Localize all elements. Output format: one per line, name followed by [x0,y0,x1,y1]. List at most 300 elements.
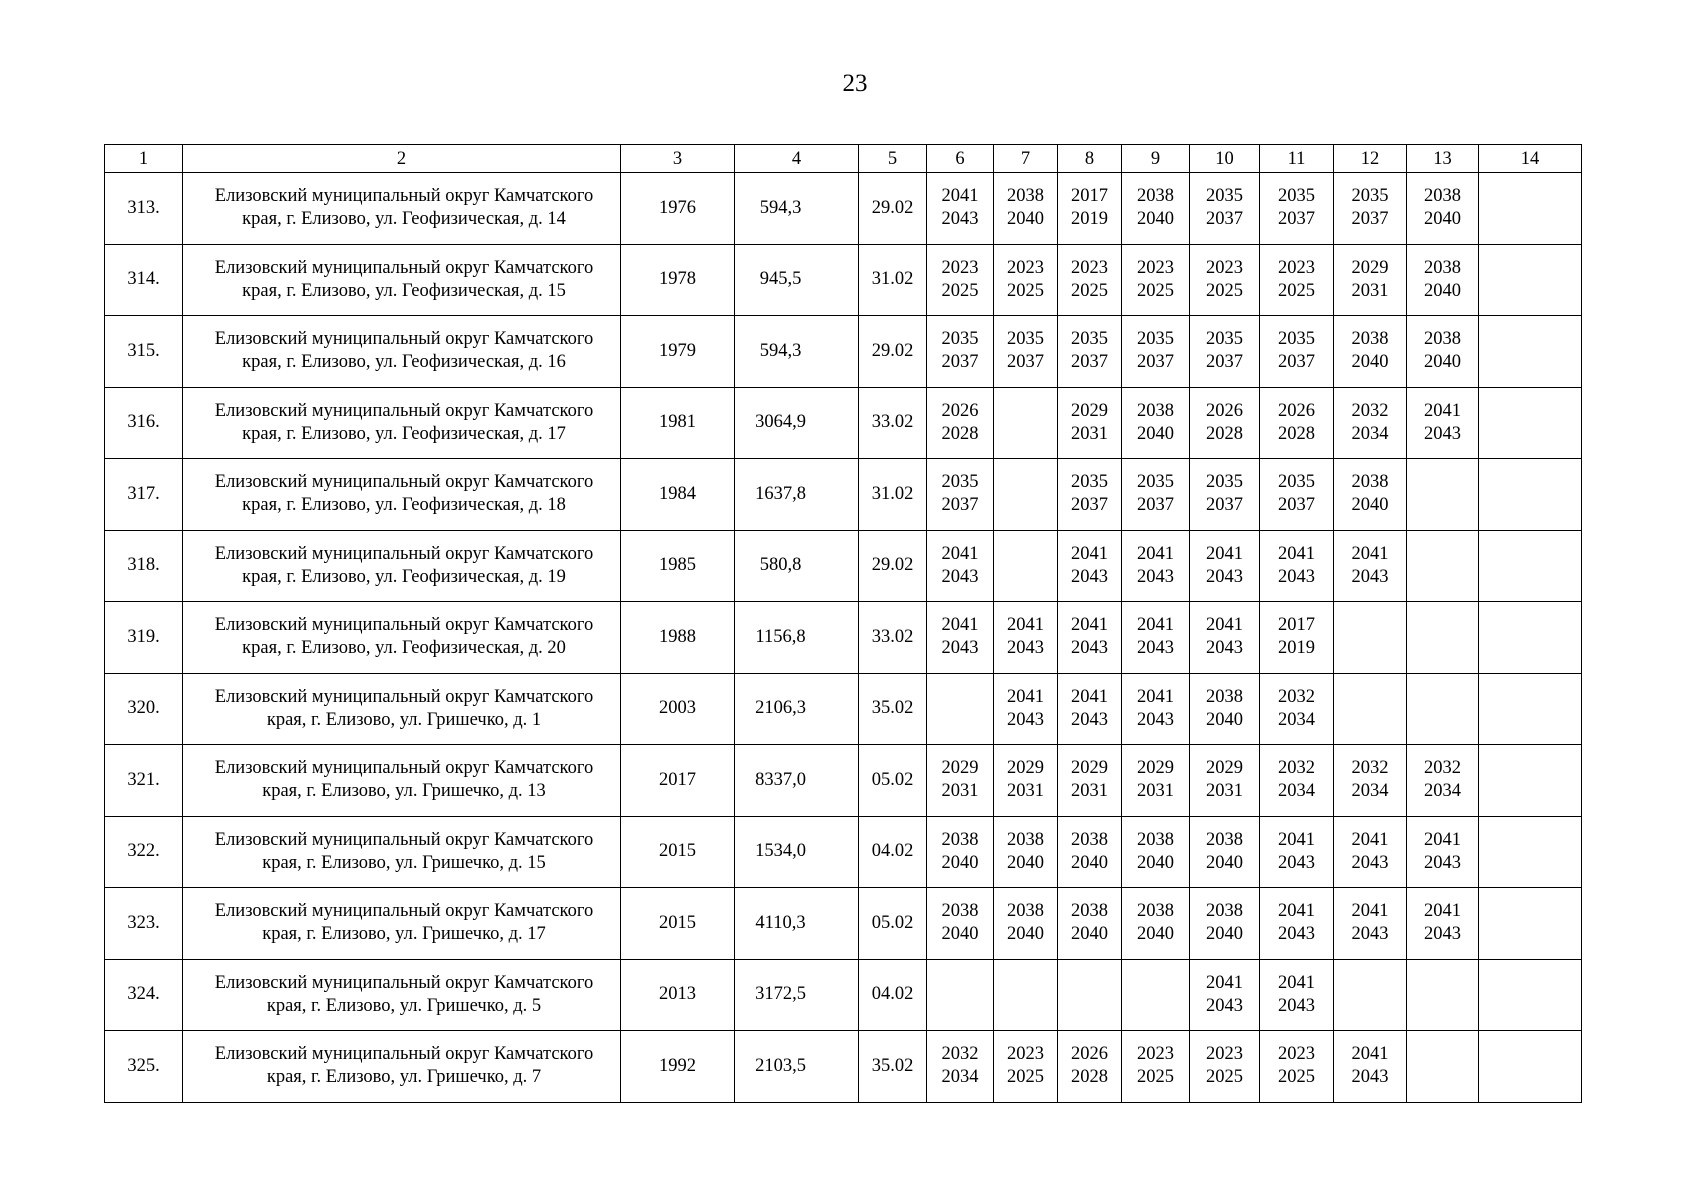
period-start-year: 2035 [941,329,979,350]
row-number-cell: 319. [105,602,183,674]
period-cell-col-13 [1407,530,1479,602]
code-cell: 29.02 [859,316,927,388]
period-cell-col-10 [1190,244,1260,316]
period-end-year: 2040 [1424,209,1461,230]
period-cell-col-12 [1334,673,1407,745]
year-cell: 1985 [621,530,735,602]
period-end-year: 2037 [1206,209,1243,230]
period-end-year: 2043 [1007,709,1044,730]
period-start-year: 2029 [1206,758,1243,779]
period-end-year: 2037 [1071,495,1108,516]
period-start-year: 2017 [1278,615,1315,636]
period-start-year: 2041 [1137,543,1174,564]
period-cell-col-14 [1479,1031,1582,1103]
period-end-year: 2025 [1007,1067,1044,1088]
table-row [105,602,1582,674]
column-header-7: 7 [994,145,1058,173]
period-cell-col-11 [1260,602,1334,674]
period-end-year: 2040 [1137,423,1174,444]
period-start-year: 2038 [1007,186,1044,207]
period-cell-col-12 [1334,959,1407,1031]
period-cell-col-14 [1479,244,1582,316]
period-cell-col-9 [1122,530,1190,602]
period-cell-col-14 [1479,459,1582,531]
period-cell-col-6 [927,816,994,888]
period-start-year: 2041 [1351,1044,1389,1065]
period-start-year: 2035 [1007,329,1044,350]
column-header-12: 12 [1334,145,1407,173]
period-end-year: 2043 [1278,924,1315,945]
period-end-year: 2037 [1137,495,1174,516]
period-start-year: 2017 [1071,186,1108,207]
year-cell: 2015 [621,888,735,960]
period-end-year: 2043 [1351,852,1389,873]
period-start-year: 2038 [1071,829,1108,850]
period-start-year: 2038 [1007,829,1044,850]
period-end-year: 2031 [1351,280,1389,301]
table-row [105,888,1582,960]
period-start-year: 2032 [1278,758,1315,779]
table-body [105,173,1582,1103]
period-start-year: 2032 [1351,758,1389,779]
period-cell-col-6 [927,745,994,817]
table-row [105,173,1582,245]
period-end-year: 2040 [941,924,979,945]
period-cell-col-7 [994,173,1058,245]
period-end-year: 2040 [1206,709,1243,730]
period-end-year: 2025 [1137,1067,1174,1088]
period-start-year: 2041 [1278,543,1315,564]
table-row [105,387,1582,459]
address-cell: Елизовский муниципальный округ Камчатского края, г. Елизово, ул. Геофизическая, д. 20 [183,602,621,674]
period-start-year: 2026 [1206,400,1243,421]
year-cell: 1978 [621,244,735,316]
period-start-year: 2035 [1351,186,1389,207]
period-end-year: 2037 [941,352,979,373]
period-cell-col-10 [1190,530,1260,602]
period-cell-col-7 [994,602,1058,674]
period-start-year: 2035 [1137,472,1174,493]
year-cell: 2015 [621,816,735,888]
period-end-year: 2028 [1278,423,1315,444]
column-header-11: 11 [1260,145,1334,173]
period-start-year: 2032 [1424,758,1461,779]
period-end-year: 2040 [1424,280,1461,301]
period-cell-col-9 [1122,244,1190,316]
period-start-year: 2026 [941,400,979,421]
code-cell: 05.02 [859,888,927,960]
period-end-year: 2037 [1351,209,1389,230]
period-end-year: 2037 [1206,495,1243,516]
period-end-year: 2043 [1424,852,1461,873]
period-start-year: 2038 [1206,829,1243,850]
column-header-10: 10 [1190,145,1260,173]
area-cell: 3064,9 [735,387,859,459]
table-row [105,745,1582,817]
period-start-year: 2041 [1278,829,1315,850]
period-cell-col-7 [994,959,1058,1031]
period-start-year: 2041 [1424,901,1461,922]
table-row [105,316,1582,388]
period-cell-col-11 [1260,745,1334,817]
code-cell: 04.02 [859,959,927,1031]
code-cell: 35.02 [859,673,927,745]
period-cell-col-7 [994,745,1058,817]
year-cell: 1988 [621,602,735,674]
period-cell-col-8 [1058,173,1122,245]
period-cell-col-8 [1058,602,1122,674]
area-cell: 3172,5 [735,959,859,1031]
period-end-year: 2043 [1071,566,1108,587]
period-end-year: 2034 [1351,423,1389,444]
row-number-cell: 323. [105,888,183,960]
period-cell-col-11 [1260,173,1334,245]
period-cell-col-8 [1058,1031,1122,1103]
period-start-year: 2038 [1424,257,1461,278]
period-start-year: 2041 [941,543,979,564]
period-cell-col-6 [927,459,994,531]
period-cell-col-9 [1122,673,1190,745]
period-cell-col-7 [994,316,1058,388]
area-cell: 2106,3 [735,673,859,745]
row-number-cell: 316. [105,387,183,459]
period-end-year: 2034 [941,1067,979,1088]
period-end-year: 2043 [1206,995,1243,1016]
period-end-year: 2043 [1424,924,1461,945]
period-cell-col-11 [1260,888,1334,960]
row-number-cell: 324. [105,959,183,1031]
period-end-year: 2019 [1278,638,1315,659]
period-end-year: 2037 [1007,352,1044,373]
period-start-year: 2035 [1278,186,1315,207]
year-cell: 1984 [621,459,735,531]
period-end-year: 2037 [941,495,979,516]
period-cell-col-7 [994,387,1058,459]
period-start-year: 2041 [1206,615,1243,636]
period-cell-col-12 [1334,745,1407,817]
period-start-year: 2041 [1278,901,1315,922]
table-row [105,1031,1582,1103]
period-start-year: 2035 [1071,472,1108,493]
period-end-year: 2025 [1278,280,1315,301]
period-cell-col-12 [1334,602,1407,674]
period-start-year: 2029 [1137,758,1174,779]
period-end-year: 2037 [1278,352,1315,373]
period-cell-col-8 [1058,888,1122,960]
period-cell-col-12 [1334,888,1407,960]
area-cell: 1534,0 [735,816,859,888]
address-cell: Елизовский муниципальный округ Камчатского края, г. Елизово, ул. Гришечко, д. 5 [183,959,621,1031]
area-cell: 8337,0 [735,745,859,817]
period-cell-col-10 [1190,316,1260,388]
column-header-4: 4 [735,145,859,173]
period-cell-col-8 [1058,244,1122,316]
period-end-year: 2019 [1071,209,1108,230]
period-end-year: 2031 [1206,781,1243,802]
period-end-year: 2031 [941,781,979,802]
address-cell: Елизовский муниципальный округ Камчатского края, г. Елизово, ул. Геофизическая, д. 17 [183,387,621,459]
period-cell-col-9 [1122,1031,1190,1103]
area-cell: 1637,8 [735,459,859,531]
period-end-year: 2028 [1071,1067,1108,1088]
period-cell-col-10 [1190,387,1260,459]
period-end-year: 2043 [1206,638,1243,659]
period-cell-col-7 [994,673,1058,745]
period-end-year: 2043 [1071,709,1108,730]
area-cell: 2103,5 [735,1031,859,1103]
period-start-year: 2038 [1137,400,1174,421]
period-end-year: 2040 [1007,209,1044,230]
period-cell-col-10 [1190,1031,1260,1103]
period-cell-col-7 [994,1031,1058,1103]
year-cell: 2017 [621,745,735,817]
column-header-8: 8 [1058,145,1122,173]
period-cell-col-9 [1122,602,1190,674]
period-end-year: 2031 [1007,781,1044,802]
page-number: 23 [842,70,868,97]
period-cell-col-14 [1479,745,1582,817]
year-cell: 1976 [621,173,735,245]
period-cell-col-13 [1407,459,1479,531]
period-end-year: 2025 [1206,280,1243,301]
table-row [105,959,1582,1031]
period-cell-col-13 [1407,316,1479,388]
period-end-year: 2037 [1278,209,1315,230]
period-start-year: 2023 [1137,257,1174,278]
period-end-year: 2043 [941,638,979,659]
period-end-year: 2040 [1351,495,1389,516]
address-cell: Елизовский муниципальный округ Камчатского края, г. Елизово, ул. Геофизическая, д. 15 [183,244,621,316]
period-cell-col-11 [1260,530,1334,602]
period-start-year: 2029 [941,758,979,779]
period-end-year: 2040 [1007,852,1044,873]
address-cell: Елизовский муниципальный округ Камчатского края, г. Елизово, ул. Геофизическая, д. 19 [183,530,621,602]
period-cell-col-9 [1122,959,1190,1031]
period-start-year: 2035 [1137,329,1174,350]
period-cell-col-14 [1479,816,1582,888]
period-end-year: 2043 [1424,423,1461,444]
period-end-year: 2043 [941,566,979,587]
period-cell-col-10 [1190,173,1260,245]
period-cell-col-14 [1479,602,1582,674]
building-registry-table [104,144,1582,1103]
period-cell-col-6 [927,530,994,602]
period-end-year: 2037 [1206,352,1243,373]
period-start-year: 2038 [1137,829,1174,850]
period-cell-col-9 [1122,387,1190,459]
period-end-year: 2040 [1137,924,1174,945]
period-end-year: 2043 [1278,566,1315,587]
address-cell: Елизовский муниципальный округ Камчатского края, г. Елизово, ул. Гришечко, д. 7 [183,1031,621,1103]
period-start-year: 2032 [1278,686,1315,707]
period-cell-col-7 [994,459,1058,531]
period-start-year: 2023 [1007,257,1044,278]
period-cell-col-11 [1260,673,1334,745]
period-start-year: 2023 [1071,257,1108,278]
period-start-year: 2035 [1206,329,1243,350]
period-start-year: 2032 [1351,400,1389,421]
period-start-year: 2029 [1071,758,1108,779]
period-end-year: 2025 [941,280,979,301]
period-end-year: 2040 [1137,852,1174,873]
row-number-cell: 320. [105,673,183,745]
period-cell-col-6 [927,888,994,960]
area-cell: 594,3 [735,173,859,245]
period-cell-col-8 [1058,530,1122,602]
period-start-year: 2041 [1007,686,1044,707]
period-cell-col-7 [994,530,1058,602]
period-cell-col-10 [1190,888,1260,960]
period-end-year: 2040 [1424,352,1461,373]
period-cell-col-11 [1260,816,1334,888]
area-cell: 594,3 [735,316,859,388]
code-cell: 31.02 [859,459,927,531]
period-cell-col-14 [1479,888,1582,960]
area-cell: 1156,8 [735,602,859,674]
address-cell: Елизовский муниципальный округ Камчатского края, г. Елизово, ул. Гришечко, д. 1 [183,673,621,745]
period-end-year: 2043 [1351,1067,1389,1088]
period-cell-col-8 [1058,387,1122,459]
period-end-year: 2043 [1278,852,1315,873]
period-cell-col-11 [1260,959,1334,1031]
period-end-year: 2025 [1206,1067,1243,1088]
period-end-year: 2043 [1071,638,1108,659]
period-cell-col-6 [927,1031,994,1103]
code-cell: 33.02 [859,602,927,674]
row-number-cell: 321. [105,745,183,817]
year-cell: 1981 [621,387,735,459]
row-number-cell: 314. [105,244,183,316]
period-cell-col-14 [1479,316,1582,388]
address-cell: Елизовский муниципальный округ Камчатского края, г. Елизово, ул. Геофизическая, д. 16 [183,316,621,388]
period-end-year: 2043 [941,209,979,230]
period-cell-col-12 [1334,244,1407,316]
period-end-year: 2043 [1137,709,1174,730]
period-start-year: 2035 [1278,472,1315,493]
period-end-year: 2034 [1278,781,1315,802]
period-end-year: 2040 [1071,924,1108,945]
period-end-year: 2043 [1351,924,1389,945]
period-end-year: 2031 [1071,781,1108,802]
period-cell-col-7 [994,244,1058,316]
period-cell-col-9 [1122,816,1190,888]
code-cell: 05.02 [859,745,927,817]
period-cell-col-8 [1058,316,1122,388]
period-start-year: 2041 [1137,686,1174,707]
period-end-year: 2043 [1137,566,1174,587]
period-end-year: 2043 [1351,566,1389,587]
period-end-year: 2037 [1137,352,1174,373]
period-start-year: 2041 [1071,686,1108,707]
period-start-year: 2023 [1278,257,1315,278]
period-start-year: 2023 [1278,1044,1315,1065]
period-start-year: 2023 [941,257,979,278]
period-start-year: 2032 [941,1044,979,1065]
period-cell-col-11 [1260,1031,1334,1103]
period-end-year: 2028 [941,423,979,444]
period-cell-col-9 [1122,459,1190,531]
period-end-year: 2028 [1206,423,1243,444]
period-cell-col-6 [927,244,994,316]
row-number-cell: 318. [105,530,183,602]
period-cell-col-13 [1407,673,1479,745]
period-cell-col-10 [1190,673,1260,745]
period-cell-col-10 [1190,816,1260,888]
period-start-year: 2038 [1424,186,1461,207]
period-start-year: 2035 [1278,329,1315,350]
column-header-5: 5 [859,145,927,173]
period-cell-col-10 [1190,745,1260,817]
area-cell: 4110,3 [735,888,859,960]
period-end-year: 2031 [1137,781,1174,802]
period-end-year: 2040 [1007,924,1044,945]
period-start-year: 2038 [1206,901,1243,922]
period-start-year: 2035 [1206,186,1243,207]
table-row [105,459,1582,531]
period-start-year: 2041 [1071,615,1108,636]
address-cell: Елизовский муниципальный округ Камчатского края, г. Елизово, ул. Гришечко, д. 17 [183,888,621,960]
period-start-year: 2035 [1071,329,1108,350]
period-end-year: 2043 [1007,638,1044,659]
period-start-year: 2041 [1351,901,1389,922]
address-cell: Елизовский муниципальный округ Камчатского края, г. Елизово, ул. Гришечко, д. 13 [183,745,621,817]
period-cell-col-9 [1122,745,1190,817]
period-start-year: 2026 [1071,1044,1108,1065]
period-start-year: 2029 [1351,257,1389,278]
column-header-6: 6 [927,145,994,173]
period-end-year: 2040 [1071,852,1108,873]
period-cell-col-12 [1334,316,1407,388]
period-end-year: 2040 [1351,352,1389,373]
period-end-year: 2037 [1278,495,1315,516]
period-cell-col-12 [1334,816,1407,888]
period-start-year: 2041 [1206,543,1243,564]
period-cell-col-13 [1407,888,1479,960]
period-start-year: 2041 [941,186,979,207]
period-cell-col-9 [1122,173,1190,245]
period-cell-col-10 [1190,602,1260,674]
period-end-year: 2040 [941,852,979,873]
period-end-year: 2043 [1278,995,1315,1016]
period-end-year: 2043 [1137,638,1174,659]
period-end-year: 2043 [1206,566,1243,587]
period-start-year: 2041 [1351,829,1389,850]
year-cell: 1979 [621,316,735,388]
period-cell-col-12 [1334,530,1407,602]
column-header-2: 2 [183,145,621,173]
period-end-year: 2034 [1278,709,1315,730]
row-number-cell: 315. [105,316,183,388]
period-end-year: 2034 [1424,781,1461,802]
period-cell-col-11 [1260,316,1334,388]
period-cell-col-6 [927,316,994,388]
year-cell: 2013 [621,959,735,1031]
table-row [105,244,1582,316]
period-cell-col-12 [1334,459,1407,531]
period-start-year: 2041 [1424,400,1461,421]
period-cell-col-13 [1407,244,1479,316]
period-start-year: 2023 [1007,1044,1044,1065]
address-cell: Елизовский муниципальный округ Камчатского края, г. Елизово, ул. Геофизическая, д. 18 [183,459,621,531]
period-end-year: 2025 [1278,1067,1315,1088]
period-cell-col-6 [927,673,994,745]
period-start-year: 2038 [1351,472,1389,493]
period-start-year: 2038 [941,901,979,922]
period-cell-col-8 [1058,959,1122,1031]
table-row [105,530,1582,602]
period-cell-col-12 [1334,173,1407,245]
period-start-year: 2038 [1206,686,1243,707]
